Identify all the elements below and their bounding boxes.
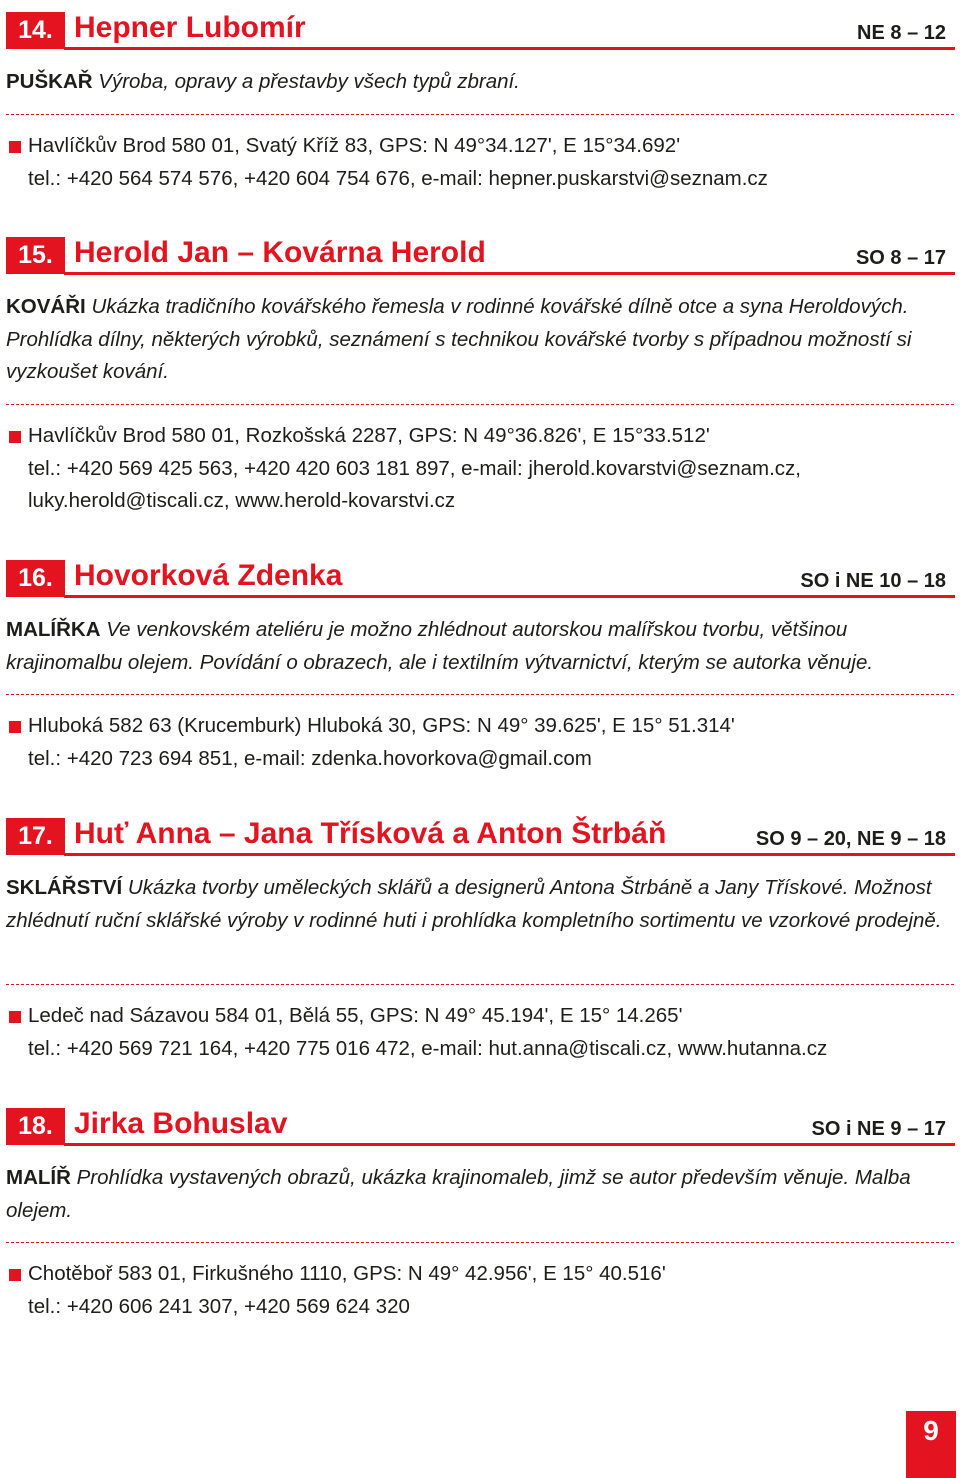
entry-name: Huť Anna – Jana Třísková a Anton Štrbáň [74, 817, 667, 850]
entry-17 [0, 806, 960, 1060]
entry-address-block [28, 420, 954, 518]
page-number: 9 [906, 1411, 956, 1478]
header-rule [64, 595, 955, 598]
entry-description [6, 614, 954, 679]
entry-number: 15. [6, 237, 65, 274]
entry-header [0, 1096, 960, 1142]
header-rule [64, 47, 955, 50]
bullet-icon [9, 431, 21, 443]
entry-address-block [28, 1000, 954, 1065]
entry-contact: tel.: +420 564 574 576, +420 604 754 676, e-mail: hepner.puskarstvi@seznam.cz [28, 166, 768, 190]
entry-address: Chotěboř 583 01, Firkušného 1110, GPS: N 49° 42.956', E 15° 40.516' [28, 1262, 666, 1285]
entry-15 [0, 225, 960, 512]
entry-description [6, 291, 954, 389]
entry-address: Havlíčkův Brod 580 01, Rozkošská 2287, GPS: N 49°36.826', E 15°33.512' [28, 424, 710, 447]
entry-address-block [28, 1258, 954, 1323]
entry-contact: tel.: +420 606 241 307, +420 569 624 320 [28, 1294, 410, 1318]
entry-description-text: Ukázka tradičního kovářského řemesla v rodinné kovářské dílně otce a syna Heroldových. Prohlídka dílny, některých výrobků, seznámení s technikou kovářské tvorby s případnou možností si vyzkoušet kování. [6, 295, 912, 383]
dashed-divider [6, 114, 954, 115]
entry-header [0, 548, 960, 594]
entry-header [0, 806, 960, 852]
opening-hours: SO i NE 9 – 17 [811, 1118, 946, 1140]
entry-description [6, 66, 954, 99]
entry-header [0, 0, 960, 46]
opening-hours: NE 8 – 12 [857, 22, 946, 44]
entry-header [0, 225, 960, 271]
header-rule [64, 853, 955, 856]
entry-number: 16. [6, 560, 65, 597]
entry-number: 18. [6, 1108, 65, 1145]
entry-category: MALÍŘ [6, 1166, 71, 1189]
opening-hours: SO i NE 10 – 18 [800, 570, 946, 592]
entry-16 [0, 548, 960, 770]
dashed-divider [6, 694, 954, 695]
entry-14 [0, 0, 960, 190]
entry-address-block [28, 130, 954, 195]
entry-contact: tel.: +420 569 721 164, +420 775 016 472, e-mail: hut.anna@tiscali.cz, www.hutanna.cz [28, 1036, 828, 1060]
entry-name: Herold Jan – Kovárna Herold [74, 236, 486, 269]
entry-contact: tel.: +420 569 425 563, +420 420 603 181 897, e-mail: jherold.kovarstvi@seznam.cz, luky.herold@tiscali.cz, www.herold-kovarstvi.cz [28, 456, 801, 512]
entry-category: PUŠKAŘ [6, 70, 93, 93]
dashed-divider [6, 1242, 954, 1243]
entry-category: KOVÁŘI [6, 295, 86, 318]
opening-hours: SO 9 – 20, NE 9 – 18 [755, 828, 946, 850]
entry-18 [0, 1096, 960, 1318]
opening-hours: SO 8 – 17 [855, 247, 946, 269]
entry-description-text: Výroba, opravy a přestavby všech typů zbraní. [98, 70, 520, 93]
entry-name: Hepner Lubomír [74, 11, 306, 44]
dashed-divider [6, 404, 954, 405]
entry-description-text: Ukázka tvorby uměleckých sklářů a designerů Antona Štrbáně a Jany Třískové. Možnost zhlédnutí ruční sklářské výroby v rodinné huti i prohlídka kompletního sortimentu ve vzorkové prodejně. [6, 876, 942, 932]
entry-category: MALÍŘKA [6, 618, 101, 641]
entry-description-text: Ve venkovském ateliéru je možno zhlédnout autorskou malířskou tvorbu, většinou krajinomalbu olejem. Povídání o obrazech, ale i textilním výtvarnictví, kterým se autorka věnuje. [6, 618, 874, 674]
entry-contact: tel.: +420 723 694 851, e-mail: zdenka.hovorkova@gmail.com [28, 746, 592, 770]
entry-name: Hovorková Zdenka [74, 559, 343, 592]
header-rule [64, 1143, 955, 1146]
dashed-divider [6, 984, 954, 985]
entry-number: 14. [6, 12, 65, 49]
entry-name: Jirka Bohuslav [74, 1107, 288, 1140]
entry-address-block [28, 710, 954, 775]
entry-category: SKLÁŘSTVÍ [6, 876, 123, 899]
bullet-icon [9, 1011, 21, 1023]
entry-address: Ledeč nad Sázavou 584 01, Bělá 55, GPS: N 49° 45.194', E 15° 14.265' [28, 1004, 683, 1027]
entry-description-text: Prohlídka vystavených obrazů, ukázka krajinomaleb, jimž se autor především věnuje. Malba olejem. [6, 1166, 911, 1222]
header-rule [64, 272, 955, 275]
entry-description [6, 872, 954, 937]
entry-description [6, 1162, 954, 1227]
bullet-icon [9, 141, 21, 153]
entry-address: Hluboká 582 63 (Krucemburk) Hluboká 30, GPS: N 49° 39.625', E 15° 51.314' [28, 714, 735, 737]
entry-address: Havlíčkův Brod 580 01, Svatý Kříž 83, GPS: N 49°34.127', E 15°34.692' [28, 134, 681, 157]
entry-number: 17. [6, 818, 65, 855]
bullet-icon [9, 1269, 21, 1281]
bullet-icon [9, 721, 21, 733]
